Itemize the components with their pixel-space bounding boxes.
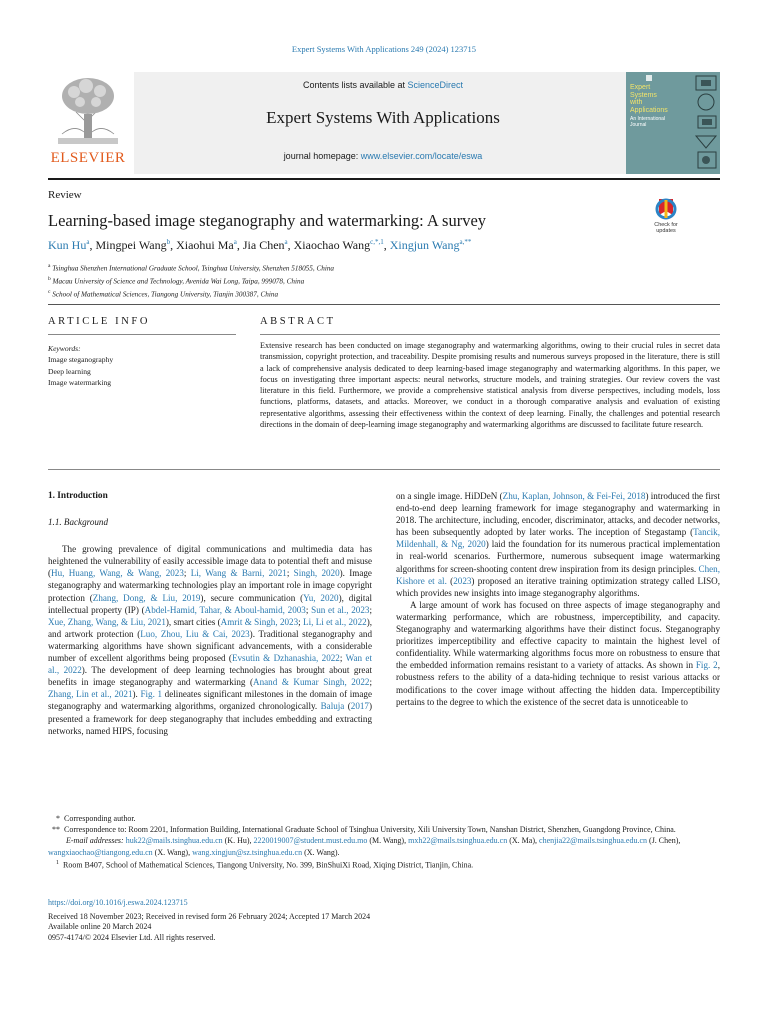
- svg-text:updates: updates: [656, 228, 676, 234]
- citation-link[interactable]: 2023: [453, 575, 472, 586]
- text-run: ). Image steganography and watermarking technologies play an important role in image copyright protection (: [48, 568, 372, 603]
- author-name: Mingpei Wang: [95, 238, 167, 252]
- contents-prefix: Contents lists available at: [302, 80, 408, 90]
- text-run: ), digital intellectual property (IP) (: [48, 592, 373, 615]
- author-list: Kun Hu$^a$, Mingpei Wang$^b$, Xiaohui Ma$^a$, Jia Chen$^a$, Xiaochao Wang$^{c,*,1}$, Xingjun Wang$^{a,**}$: [48, 238, 472, 252]
- keywords-label: Keywords:: [48, 344, 81, 353]
- email-link[interactable]: chenjia22@mails.tsinghua.edu.cn: [539, 836, 648, 846]
- journal-homepage-link[interactable]: www.elsevier.com/locate/eswa: [360, 151, 483, 161]
- citation-link[interactable]: Wan et al., 2022: [48, 653, 372, 676]
- text-run: A large amount of work has focused on three aspects of image steganography and watermarking performance, which are robustness, imperceptibility, and capacity. Steganography and watermarking algorithms have their distinct focus. Steganography prioritizes imperceptibility and effective capacity to maintain the highest level of confidentiality. While watermarking algorithms focus more on robustness to ensure that the embedded information remains resistant to a variety of attacks. As shown in: [396, 599, 720, 671]
- text-run: ), smart cities (: [165, 616, 221, 627]
- paragraph: [48, 543, 372, 737]
- citation-link[interactable]: Luo, Zhou, Liu & Cai, 2023: [140, 628, 250, 639]
- author-name: Xiaohui Ma: [176, 238, 234, 252]
- text-run: ).: [132, 689, 141, 700]
- citation-link[interactable]: Tancik, Mildenhall, & Ng, 2020: [396, 527, 720, 550]
- text-run: ) presented a framework for deep steganography that includes embedding and extracting networks, named HIPS, focusing: [48, 701, 372, 736]
- citation-link[interactable]: Singh, 2020: [293, 568, 340, 579]
- citation-link[interactable]: Fig. 1: [140, 689, 163, 700]
- email-link[interactable]: huk22@mails.tsinghua.edu.cn: [125, 836, 223, 846]
- abstract-heading: ABSTRACT: [260, 316, 336, 327]
- author-name: Jia Chen: [242, 238, 285, 252]
- contents-line: [134, 80, 632, 90]
- email-link[interactable]: 2220019007@student.must.edu.mo: [253, 836, 368, 846]
- affiliation: $^c$ School of Mathematical Sciences, Tiangong University, Tianjin 300387, China: [48, 288, 279, 298]
- body-right-column: [396, 490, 720, 708]
- email-link[interactable]: wang.xingjun@sz.tsinghua.edu.cn: [192, 847, 303, 857]
- text-run: ). Traditional steganography and watermarking algorithms have shown significant advancements, with a considerable number of excellent algorithms being proposed (: [48, 628, 372, 664]
- text-run: ) proposed an iterative training optimization strategy called LISO, which provides new insights into image steganography algorithms.: [396, 575, 720, 598]
- text-run: ) introduced the first end-to-end deep learning framework for image steganography and watermarking in 2018. The architecture, including, encoder, discriminator, attacks, and decoder networks, has been subsequently adopted by later works. The inception of Stegastamp (: [396, 491, 720, 538]
- author-address-note: Room B407, School of Mathematical Sciences, Tiangong University, No. 399, BinShuiXi Road, Xiqing District, Tianjin, China.: [63, 860, 474, 870]
- text-run: on a single image. HiDDeN (: [396, 491, 503, 501]
- cover-title: Expert Systems with Applications An International Journal: [630, 84, 668, 128]
- publisher-name: ELSEVIER: [50, 150, 126, 166]
- homepage-line: [134, 151, 632, 161]
- journal-citation[interactable]: Expert Systems With Applications 249 (2024) 123715: [291, 44, 477, 54]
- keyword: Image watermarking: [48, 377, 112, 387]
- author-name[interactable]: Xingjun Wang: [389, 238, 460, 252]
- check-for-updates-badge[interactable]: [646, 195, 686, 235]
- crossmark-icon: [646, 195, 686, 235]
- divider: [48, 334, 236, 335]
- citation-link[interactable]: Fig. 2: [695, 660, 718, 671]
- article-info-heading: ARTICLE INFO: [48, 316, 151, 327]
- affiliation: $^b$ Macau University of Science and Technology, Avenida Wai Long, Taipa, 999078, China: [48, 275, 305, 286]
- citation-link[interactable]: Abdel-Hamid, Tahar, & Aboul-hamid, 2003: [144, 604, 306, 615]
- citation-link[interactable]: Baluja: [320, 701, 345, 712]
- citation-link[interactable]: Zhang, Dong, & Liu, 2019: [92, 592, 201, 603]
- footnote-mark: 1: [56, 859, 59, 866]
- copyright: 0957-4174/© 2024 Elsevier Ltd. All rights reserved.: [48, 932, 216, 942]
- elsevier-logo[interactable]: [48, 72, 128, 168]
- footnote-mark: *: [56, 814, 60, 823]
- email-addresses: E-mail addresses: huk22@mails.tsinghua.edu.cn (K. Hu), 2220019007@student.must.edu.mo (M. Wang), mxh22@mails.tsinghua.edu.cn (X. Ma), chenjia22@mails.tsinghua.edu.cn (J. Chen), wangxiaochao@tiangong.edu.cn (X. Wang), wang.xingjun@sz.tsinghua.edu.cn (X. Wang).: [48, 836, 681, 857]
- citation-link[interactable]: Anand & Kumar Singh, 2022: [253, 677, 370, 688]
- journal-cover[interactable]: [626, 72, 720, 174]
- divider: [48, 469, 720, 470]
- keywords-block: [48, 343, 113, 388]
- text-run: ;: [183, 568, 191, 579]
- citation-link[interactable]: Chen, Kishore et al.: [396, 563, 720, 586]
- citation-link[interactable]: 2017: [350, 701, 369, 712]
- body-left-column: [48, 490, 372, 737]
- article-title: Learning-based image steganography and watermarking: A survey: [48, 211, 487, 230]
- citation-link[interactable]: Zhang, Lin et al., 2021: [48, 689, 133, 700]
- text-run: ;: [305, 604, 312, 615]
- citation-link[interactable]: Evsutin & Dzhanashia, 2022: [231, 653, 340, 664]
- doi-link[interactable]: https://doi.org/10.1016/j.eswa.2024.123715: [48, 898, 188, 907]
- available-online: Available online 20 March 2024: [48, 922, 152, 931]
- text-run: The growing prevalence of digital communications and multimedia data has heightened the vulnerability of easily accessible image data to potential theft and misuse (: [48, 544, 372, 579]
- text-run: delineates significant milestones in the domain of image steganography and watermarking algorithms, organized chronologically.: [48, 689, 372, 712]
- sciencedirect-link[interactable]: ScienceDirect: [407, 80, 464, 90]
- text-run: ;: [298, 616, 304, 627]
- corresponding-author-note: Corresponding author.: [64, 814, 136, 823]
- text-run: ), secure communication (: [200, 592, 304, 603]
- citation-link[interactable]: Li, Li et al., 2022: [303, 616, 367, 627]
- citation-link[interactable]: Hu, Huang, Wang, & Wang, 2023: [51, 568, 184, 579]
- citation-link[interactable]: Sun et al., 2023: [311, 604, 370, 615]
- correspondence-note: Correspondence to: Room 2201, Information Building, International Graduate School of Tsinghua University, Xili University Town, Nanshan District, Shenzhen, Guangdong Province, China.: [64, 825, 676, 835]
- paragraph: [396, 599, 720, 708]
- abstract-text: Extensive research has been conducted on image steganography and watermarking algorithms, owing to their crucial rules in secret data transmission, copyright protection, and traceability. Despite promising results and numerous surveys proposed in the literature, there is still a lack of comprehensive analysis dedicated to deep learning-based image steganography and watermarking algorithms. In this paper, we focus on investigating three important aspects: neural networks, structure models, and training strategies. Our review covers the vast literature in this field. Furthermore, we provide a comprehensive statistical analysis from diverse perspectives, including models, loss functions, platforms, datasets, and attacks. Moreover, we conduct in a thorough comparative analysis and evaluation of existing representative algorithms, assessing their effectiveness within the context of deep learning. Finally, the challenges and potential research directions in the domain of deep-learning image steganography and watermarking algorithms are discussed to facilitate future research.: [260, 341, 720, 430]
- text-run: (: [344, 701, 351, 712]
- divider: [48, 304, 720, 305]
- email-link[interactable]: mxh22@mails.tsinghua.edu.cn: [408, 836, 508, 846]
- affiliation: $^a$ Tsinghua Shenzhen International Graduate School, Tsinghua University, Shenzhen 518055, China: [48, 263, 335, 273]
- affiliations: [48, 261, 334, 299]
- keyword: Image steganography: [48, 355, 114, 365]
- text-run: ;: [369, 677, 372, 688]
- author-name[interactable]: Kun Hu: [48, 238, 87, 252]
- received-dates: Received 18 November 2023; Received in revised form 26 February 2024; Accepted 17 March 2024: [48, 911, 371, 921]
- svg-text:Check for: Check for: [654, 222, 678, 228]
- elsevier-tree-icon: [54, 74, 122, 146]
- text-run: ;: [286, 568, 294, 579]
- citation-link[interactable]: Yu, 2020: [303, 592, 339, 603]
- section-heading: 1. Introduction: [48, 491, 108, 501]
- keyword: Deep learning: [48, 366, 91, 376]
- divider: [260, 334, 720, 335]
- citation-link[interactable]: Li, Wang & Barni, 2021: [190, 568, 287, 579]
- email-link[interactable]: wangxiaochao@tiangong.edu.cn: [48, 847, 153, 857]
- homepage-prefix: journal homepage:: [283, 151, 361, 161]
- text-run: ;: [339, 653, 346, 664]
- paragraph: [396, 490, 720, 599]
- text-run: ) laid the foundation for its numerous practical implementation in real-world scenarios. Furthermore, numerous subsequent image watermarking algorithms for screen-shooting content drew inspiration from its design principles.: [396, 539, 721, 574]
- text-run: ), and artwork protection (: [48, 616, 372, 639]
- footnotes: [48, 813, 720, 871]
- citation-link[interactable]: Xue, Zhang, Wang, & Liu, 2021: [48, 616, 166, 627]
- journal-title: Expert Systems With Applications: [266, 108, 500, 127]
- text-run: ;: [369, 604, 372, 615]
- author-name: Xiaochao Wang: [293, 238, 371, 252]
- masthead-rule: [48, 178, 720, 180]
- footnote-mark: **: [52, 825, 60, 835]
- citation-link[interactable]: Zhu, Kaplan, Johnson, & Fei-Fei, 2018: [502, 491, 646, 501]
- article-history: [48, 898, 720, 943]
- text-run: , robustness refers to the ability of a data-hiding technique to resist various attacks or modifications to the cover image without affecting the hidden data. Imperceptibility pertains to the degree to which the existence of the secret data is unnoticeable to: [396, 660, 720, 707]
- citation-link[interactable]: Amrit & Singh, 2023: [220, 616, 299, 627]
- text-run: ). The development of deep learning technologies has brought about great benefits in image steganography and watermarking (: [48, 665, 373, 688]
- text-run: (: [446, 575, 454, 586]
- article-type: Review: [48, 189, 82, 201]
- subsection-heading: 1.1. Background: [48, 517, 109, 528]
